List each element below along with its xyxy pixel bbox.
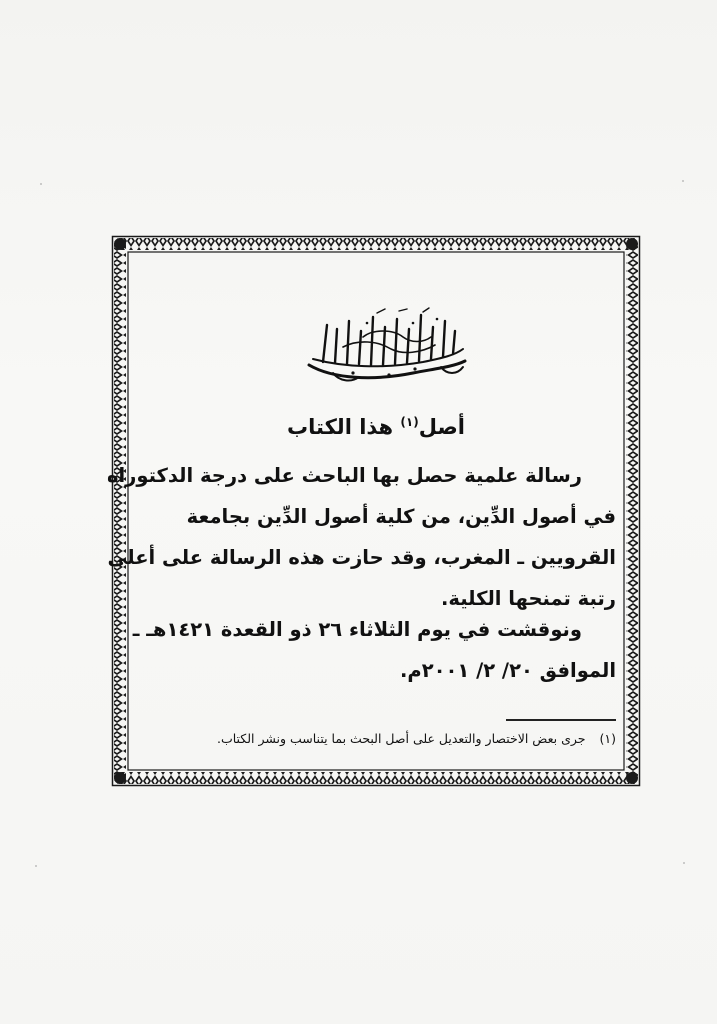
text-line: القرويين ـ المغرب، وقد حازت هذه الرسالة على أعلى <box>107 546 616 569</box>
title-word: أصل <box>418 415 465 439</box>
text-line: رتبة تمنحها الكلية. <box>440 587 616 610</box>
paragraph-thesis <box>106 455 616 619</box>
text-line: في أصول الدِّين، من كلية أصول الدِّين بجامعة <box>186 505 616 528</box>
footnote-reference: (١) <box>400 415 419 429</box>
footnote-divider <box>506 719 616 721</box>
ornamental-frame <box>106 235 641 787</box>
text-line: الموافق ٢٠/ ٢/ ٢٠٠١م. <box>400 659 616 682</box>
frame-content <box>106 257 619 765</box>
text-line: ونوقشت في يوم الثلاثاء ٢٦ ذو القعدة ١٤٢١هـ ـ <box>132 618 582 641</box>
speck <box>40 183 42 185</box>
page-title <box>133 415 619 439</box>
speck <box>35 865 37 867</box>
paragraph-defense <box>133 609 616 691</box>
calligraphy-basmala-icon <box>303 307 471 387</box>
speck <box>682 180 684 182</box>
footnote-marker: (١) <box>599 731 616 746</box>
footnote-text: جرى بعض الاختصار والتعديل على أصل البحث بما يتناسب ونشر الكتاب. <box>216 731 586 746</box>
text-line: رسالة علمية حصل بها الباحث على درجة الدكتوراه <box>106 464 582 487</box>
footnote <box>133 731 616 746</box>
title-rest: هذا الكتاب <box>287 415 394 439</box>
speck <box>683 862 685 864</box>
